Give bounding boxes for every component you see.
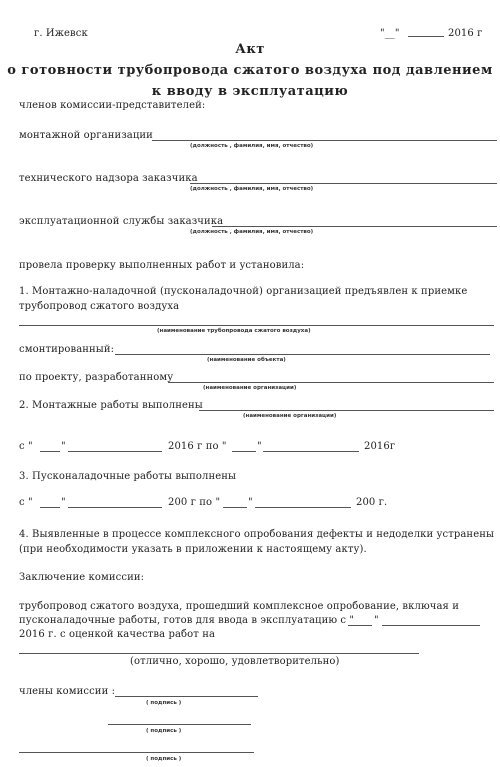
operation-label: эксплуатационной службы заказчика — [19, 216, 224, 227]
item2-year-to: 2016г — [364, 441, 396, 452]
signature-hint-1: ( подпись ) — [146, 700, 182, 706]
members-signature-label: члены комиссии : — [19, 686, 116, 697]
installer-label: монтажной организации — [19, 130, 153, 141]
installer-hint: (должность , фамилия, имя, отчество) — [190, 143, 314, 149]
item3-day-to[interactable] — [223, 507, 247, 508]
city: г. Ижевск — [34, 28, 88, 39]
pipeline-name-field[interactable] — [19, 325, 494, 326]
item2-year-from: 2016 г по " — [168, 441, 227, 452]
tech-supervision-hint: (должность , фамилия, имя, отчество) — [190, 186, 314, 192]
item3-day-from[interactable] — [40, 507, 60, 508]
signature-hint-2: ( подпись ) — [146, 728, 182, 734]
item4-line2: (при необходимости указать в приложении к настоящему акту). — [19, 544, 367, 555]
doc-subtitle-2: к вводу в эксплуатацию — [151, 84, 349, 99]
item2-label: 2. Монтажные работы выполнены — [19, 400, 203, 411]
item2-day-from[interactable] — [40, 451, 60, 452]
mounted-field[interactable] — [115, 354, 490, 355]
project-field[interactable] — [168, 382, 494, 383]
item3-quote1: " — [61, 497, 66, 508]
conclusion-quote: " — [374, 615, 379, 626]
pipeline-name-hint: (наименование трубопровода сжатого воздуха) — [157, 328, 311, 334]
quality-grade-hint: (отлично, хорошо, удовлетворительно) — [130, 656, 340, 667]
quality-grade-field[interactable] — [19, 653, 419, 654]
item1-line1: 1. Монтажно-наладочной (пусконаладочной) организацией предъявлен к приемке — [19, 286, 468, 297]
item2-org-field[interactable] — [199, 410, 494, 411]
operation-hint: (должность , фамилия, имя, отчество) — [190, 229, 314, 235]
members-of: членов комиссии-представителей: — [19, 100, 206, 111]
signature-line-1[interactable] — [115, 696, 258, 697]
doc-subtitle: о готовности трубопровода сжатого воздуха под давлением — [7, 63, 493, 78]
conclusion-line2: пусконаладочные работы, готов для ввода в эксплуатацию с " — [19, 615, 355, 626]
operation-field[interactable] — [212, 226, 497, 227]
item3-year-to: 200 г. — [356, 497, 388, 508]
commission-day-field[interactable] — [348, 625, 372, 626]
doc-title: Акт — [235, 42, 265, 57]
item1-line2: трубопровод сжатого воздуха — [19, 301, 180, 312]
date-year: 2016 г — [448, 28, 483, 39]
item3-quote2: " — [248, 497, 253, 508]
conclusion-heading: Заключение комиссии: — [19, 572, 145, 583]
item3-label: 3. Пусконаладочные работы выполнены — [19, 471, 237, 482]
signature-line-2[interactable] — [108, 724, 251, 725]
conclusion-line3: 2016 г. с оценкой качества работ на — [19, 629, 216, 640]
mounted-label: смонтированный: — [19, 344, 115, 355]
item2-hint: (наименование организации) — [243, 413, 337, 419]
item2-month-from[interactable] — [68, 451, 162, 452]
checked-statement: провела проверку выполненных работ и установила: — [19, 260, 305, 271]
item2-month-to[interactable] — [263, 451, 359, 452]
commission-month-field[interactable] — [382, 625, 480, 626]
signature-line-3[interactable] — [19, 752, 254, 753]
date-month-line[interactable] — [408, 36, 444, 37]
item4-line1: 4. Выявленные в процессе комплексного опробования дефекты и недоделки устранены — [19, 529, 495, 540]
signature-hint-3: ( подпись ) — [146, 756, 182, 762]
item2-from: с " — [19, 441, 33, 452]
project-label: по проекту, разработанному — [19, 372, 174, 383]
item2-quote2: " — [257, 441, 262, 452]
item3-month-from[interactable] — [68, 507, 162, 508]
project-hint: (наименование организации) — [203, 385, 297, 391]
item3-year-from: 200 г по " — [168, 497, 221, 508]
item3-from: с " — [19, 497, 33, 508]
item2-quote1: " — [61, 441, 66, 452]
item2-day-to[interactable] — [232, 451, 256, 452]
tech-supervision-field[interactable] — [190, 183, 497, 184]
date-day: "__" — [380, 28, 400, 39]
conclusion-line1: трубопровод сжатого воздуха, прошедший комплексное опробование, включая и — [19, 601, 459, 612]
item3-month-to[interactable] — [255, 507, 351, 508]
tech-supervision-label: технического надзора заказчика — [19, 173, 198, 184]
mounted-hint: (наименование объекта) — [207, 357, 286, 363]
installer-field[interactable] — [152, 140, 497, 141]
